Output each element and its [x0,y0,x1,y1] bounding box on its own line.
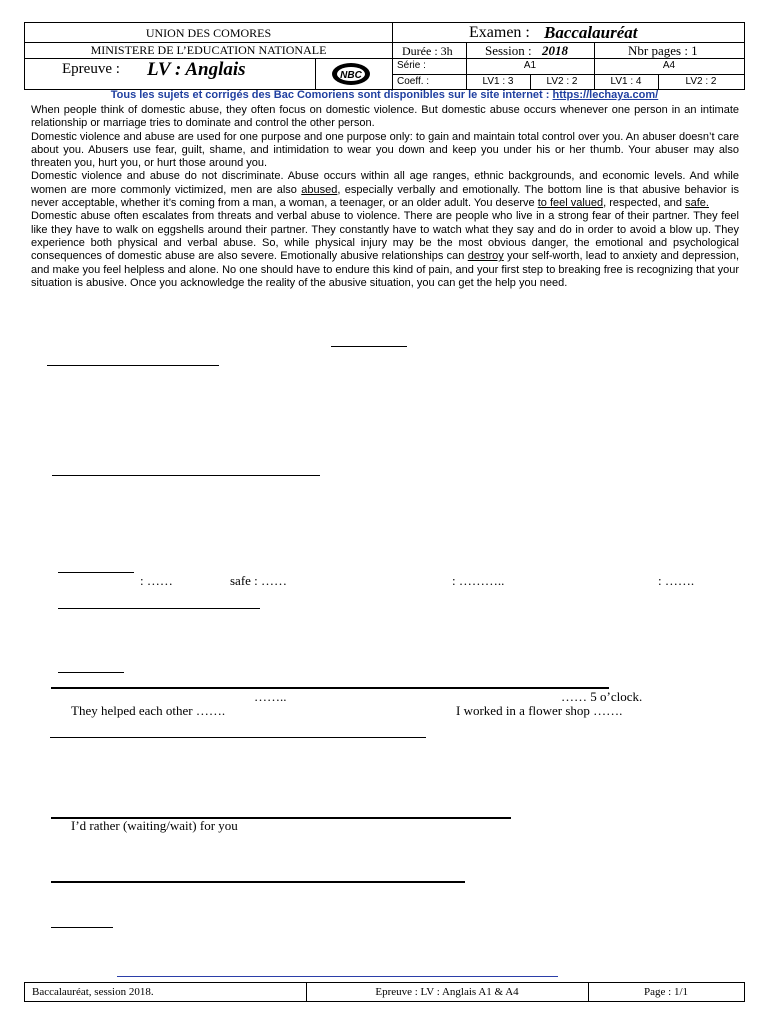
word-safe: safe. [685,197,709,210]
grammar-heading-rule [58,608,260,609]
page-footer [24,982,745,1002]
passage-paragraph-2: Domestic violence and abuse are used for one purpose and one purpose only: to gain and maintain total control over you. An abuser doesn’t care about you. Abusers use fear, guilt, shame, and intimidation to wear you down and keep you under his or her thumb. Your abuser may also threaten you, hurt you, or hurt those around you. [31,130,739,170]
coeff-label: Coeff. : [397,76,430,87]
session-value: 2018 [542,43,568,58]
ministry-name: MINISTERE DE L’EDUCATION NATIONALE [90,43,327,57]
passage-paragraph-1: When people think of domestic abuse, they often focus on domestic violence. But domestic abuse occurs whenever one person in an intimate relationship or marriage tries to dominate and control the other person. [31,104,739,130]
duree: Durée : 3h [402,44,453,58]
footer-page: Page : 1/1 [644,986,688,998]
footer-link-rule [117,976,558,977]
writing-label-rule [51,927,113,928]
footer-session: Baccalauréat, session 2018. [32,986,154,998]
vocab-word-rule [58,572,134,573]
svg-text:NBC: NBC [340,70,362,81]
website-link[interactable]: https://lechaya.com/ [552,89,659,101]
word-to-feel-valued: to feel valued [537,197,604,210]
exam-header-table [24,22,745,90]
vocab-answer-safe: safe : …… [230,573,288,588]
session-label: Session : [485,43,532,58]
nbc-logo [331,62,371,90]
part-heading-rule [47,365,219,366]
website-banner [24,89,745,101]
exercise-2-rule [50,737,426,738]
writing-heading-rule [51,881,465,883]
rather-sentence: I’d rather (waiting/wait) for you [71,818,238,833]
helped-sentence: They helped each other ……. [71,703,226,718]
passage-paragraph-4: Domestic abuse often escalates from threats and verbal abuse to violence. There are people who live in a strong fear of their partner. They feel like they have to walk on eggshells around their partner. They constantly have to watch what they say and do in order to avoid a blow up. They experience both physical and verbal abuse. So, while physical injury may be the most obvious danger, the emotional and psychological consequences of domestic abuse are also severe. Emotionally abusive relationships can destroy your self-worth, lead to anxiety and depression, and make you feel helpless and alone. No one should have to endure this kind of pain, and your first step to breaking free is recognizing that your situation is abusive. Once you acknowledge the reality of the abusive situation, you can get the help you need. [31,210,740,289]
coeff-a1-lv2: LV2 : 2 [546,76,578,87]
banner-text: Tous les sujets et corrigés des Bac Comoriens sont disponibles sur le site internet : [110,89,553,101]
footer-epreuve: Epreuve : LV : Anglais A1 & A4 [375,986,519,998]
serie-a4: A4 [662,60,676,71]
flower-shop-sentence: I worked in a flower shop ……. [456,703,623,718]
blank-answer-left: …….. [254,689,287,704]
coeff-a4-lv1: LV1 : 4 [610,76,642,87]
instruction-rule [51,687,609,689]
exercise-label-rule [58,672,124,673]
serie-label: Série : [397,60,426,71]
question-heading-rule [52,475,320,476]
examen-value: Baccalauréat [544,23,638,42]
nbr-pages: Nbr pages : 1 [628,43,698,58]
reading-passage [31,104,739,290]
five-oclock-sentence: …… 5 o’clock. [561,689,643,704]
word-destroy: destroy [467,250,504,263]
vocab-answer-1: : …… [140,573,173,588]
country-name: UNION DES COMORES [145,26,272,40]
examen-label: Examen : [469,24,530,41]
section-title-rule [331,346,407,347]
coeff-a1-lv1: LV1 : 3 [482,76,514,87]
passage-paragraph-3: Domestic violence and abuse do not discriminate. Abuse occurs within all age ranges, ethnic backgrounds, and economic levels. And while women are more commonly victimized, men are also abused, especially verbally and emotionally. The bottom line is that abusive behavior is never acceptable, whether it’s coming from a man, a woman, a teenager, or an older adult. You deserve to feel valued, respected, and safe. [31,170,740,210]
vocab-answer-3: : ……….. [452,573,505,588]
epreuve-value: LV : Anglais [147,59,246,80]
serie-a1: A1 [523,60,537,71]
coeff-a4-lv2: LV2 : 2 [685,76,717,87]
epreuve-label: Epreuve : [62,61,120,77]
vocab-answer-4: : ……. [658,573,695,588]
word-abused: abused [301,183,338,196]
